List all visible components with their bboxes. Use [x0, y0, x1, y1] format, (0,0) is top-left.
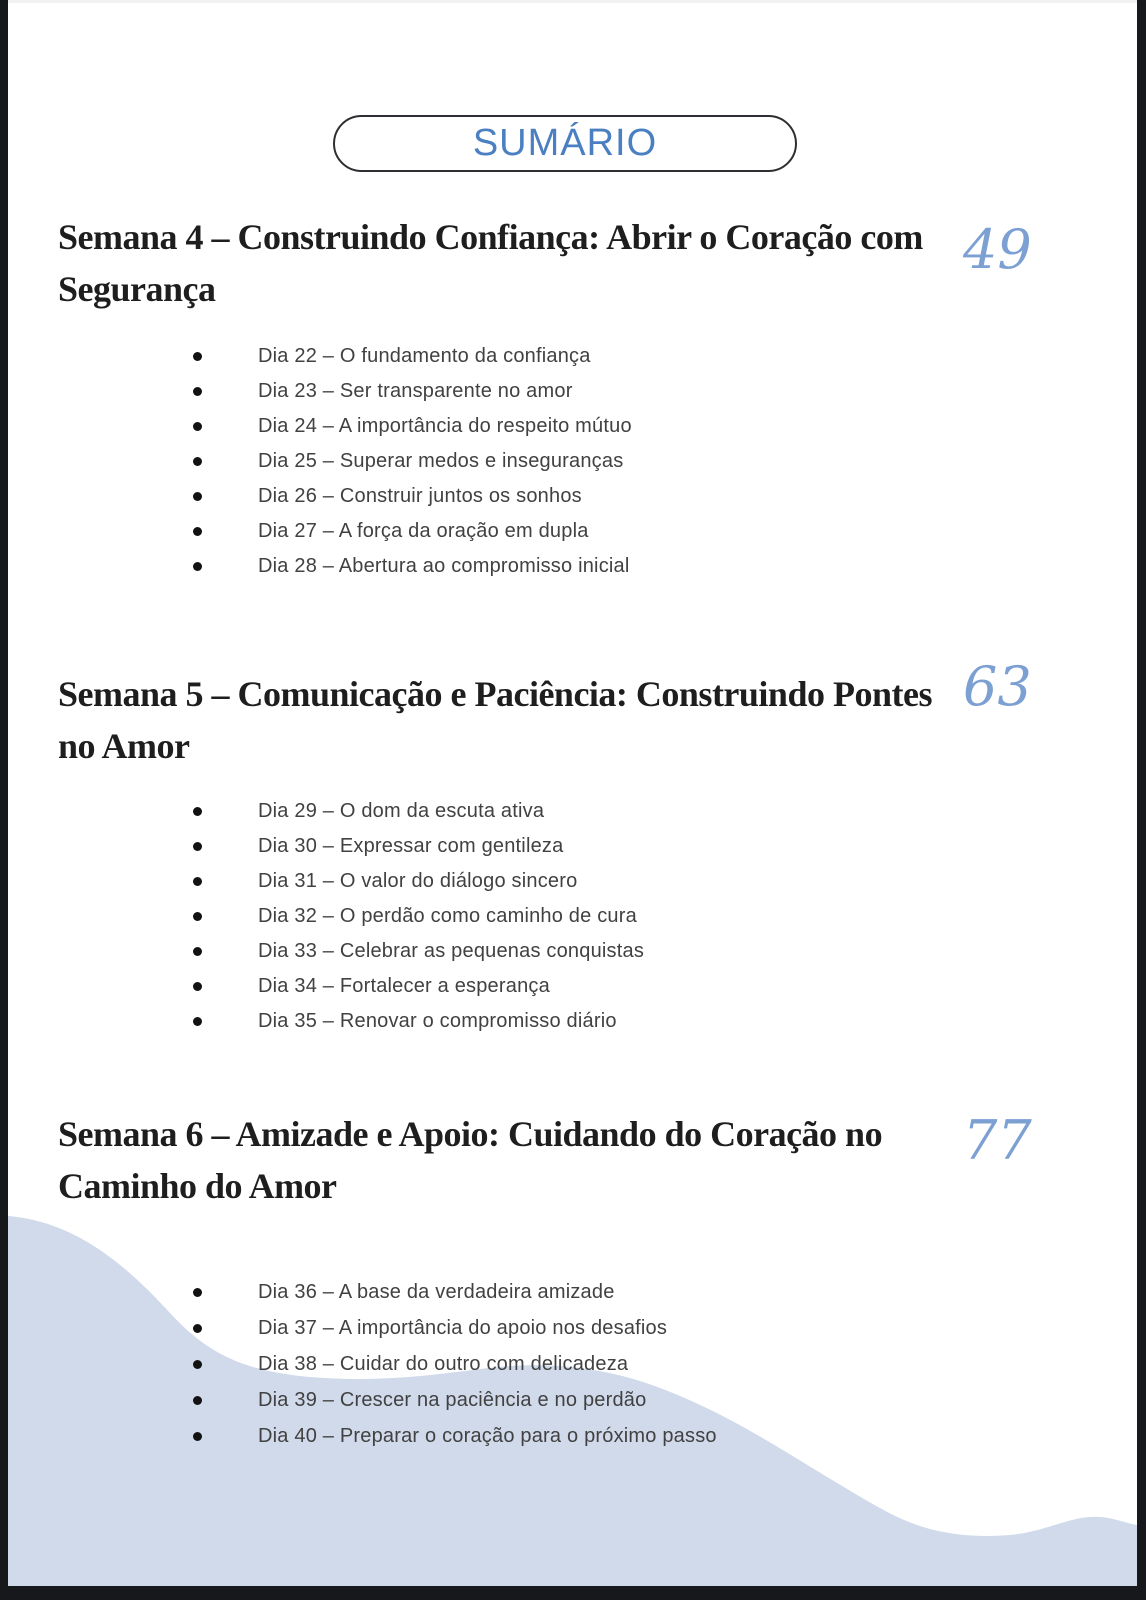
toc-item — [58, 934, 1109, 969]
bullet-icon — [193, 807, 202, 816]
toc-item — [58, 409, 1109, 444]
toc-item-label: Dia 36 – A base da verdadeira amizade — [258, 1280, 615, 1303]
bullet-icon — [193, 947, 202, 956]
section-heading-line: Semana 5 – Comunicação e Paciência: Construindo Pontes — [58, 674, 932, 714]
toc-item-label: Dia 24 – A importância do respeito mútuo — [258, 415, 632, 437]
toc-item — [58, 1310, 1109, 1346]
toc-item — [58, 549, 1109, 584]
toc-section — [58, 1108, 1109, 1454]
toc-item-label: Dia 40 – Preparar o coração para o próximo passo — [258, 1424, 717, 1447]
section-heading-line: no Amor — [58, 726, 190, 766]
bullet-icon — [193, 457, 202, 466]
section-heading — [58, 668, 958, 772]
toc-item — [58, 864, 1109, 899]
toc-item — [58, 1274, 1109, 1310]
toc-item-label: Dia 34 – Fortalecer a esperança — [258, 975, 550, 997]
section-page-number: 63 — [963, 655, 1032, 718]
toc-item-label: Dia 38 – Cuidar do outro com delicadeza — [258, 1352, 629, 1375]
toc-item — [58, 969, 1109, 1004]
toc-item — [58, 899, 1109, 934]
toc-item — [58, 1004, 1109, 1039]
bullet-icon — [193, 352, 202, 361]
toc-item — [58, 829, 1109, 864]
toc-item-label: Dia 39 – Crescer na paciência e no perdão — [258, 1388, 647, 1411]
toc-item — [58, 1418, 1109, 1454]
toc-page — [8, 0, 1137, 1586]
toc-item — [58, 339, 1109, 374]
toc-item — [58, 1382, 1109, 1418]
toc-item-label: Dia 23 – Ser transparente no amor — [258, 380, 573, 402]
toc-section — [58, 655, 1109, 1039]
toc-item-label: Dia 37 – A importância do apoio nos desafios — [258, 1316, 668, 1339]
section-page-number: 49 — [963, 218, 1032, 281]
bullet-icon — [193, 1324, 202, 1333]
bullet-icon — [193, 1288, 202, 1297]
bullet-icon — [193, 1360, 202, 1369]
section-heading — [58, 211, 958, 315]
bullet-icon — [193, 1017, 202, 1026]
toc-item-label: Dia 35 – Renovar o compromisso diário — [258, 1010, 617, 1032]
bullet-icon — [193, 527, 202, 536]
bullet-icon — [193, 422, 202, 431]
section-heading-line: Semana 4 – Construindo Confiança: Abrir o Coração com — [58, 217, 923, 257]
bullet-icon — [193, 842, 202, 851]
toc-item-label: Dia 32 – O perdão como caminho de cura — [258, 905, 637, 927]
section-heading-line: Caminho do Amor — [58, 1166, 337, 1206]
page-title: SUMÁRIO — [472, 122, 658, 164]
bullet-icon — [193, 562, 202, 571]
toc-item-label: Dia 29 – O dom da escuta ativa — [258, 800, 545, 822]
toc-section — [58, 211, 1109, 584]
bullet-icon — [193, 1432, 202, 1441]
toc-item — [58, 479, 1109, 514]
section-page-number: 77 — [963, 1109, 1032, 1172]
toc-item-label: Dia 30 – Expressar com gentileza — [258, 835, 564, 857]
toc-list — [58, 1274, 1109, 1454]
summary-title-pill — [333, 115, 797, 172]
toc-item-label: Dia 28 – Abertura ao compromisso inicial — [258, 555, 630, 577]
toc-item — [58, 794, 1109, 829]
toc-item-label: Dia 26 – Construir juntos os sonhos — [258, 485, 582, 507]
section-heading-line: Segurança — [58, 269, 216, 309]
bullet-icon — [193, 912, 202, 921]
toc-item — [58, 444, 1109, 479]
toc-item-label: Dia 25 – Superar medos e inseguranças — [258, 450, 624, 472]
toc-item-label: Dia 22 – O fundamento da confiança — [258, 345, 591, 367]
toc-list — [58, 794, 1109, 1039]
bullet-icon — [193, 877, 202, 886]
section-heading — [58, 1108, 958, 1212]
toc-item-label: Dia 33 – Celebrar as pequenas conquistas — [258, 940, 645, 962]
toc-item-label: Dia 27 – A força da oração em dupla — [258, 520, 589, 542]
section-heading-line: Semana 6 – Amizade e Apoio: Cuidando do Coração no — [58, 1114, 883, 1154]
toc-list — [58, 339, 1109, 584]
bullet-icon — [193, 1396, 202, 1405]
bullet-icon — [193, 982, 202, 991]
bullet-icon — [193, 492, 202, 501]
toc-item-label: Dia 31 – O valor do diálogo sincero — [258, 870, 578, 892]
toc-item — [58, 1346, 1109, 1382]
toc-item — [58, 514, 1109, 549]
bullet-icon — [193, 387, 202, 396]
toc-item — [58, 374, 1109, 409]
